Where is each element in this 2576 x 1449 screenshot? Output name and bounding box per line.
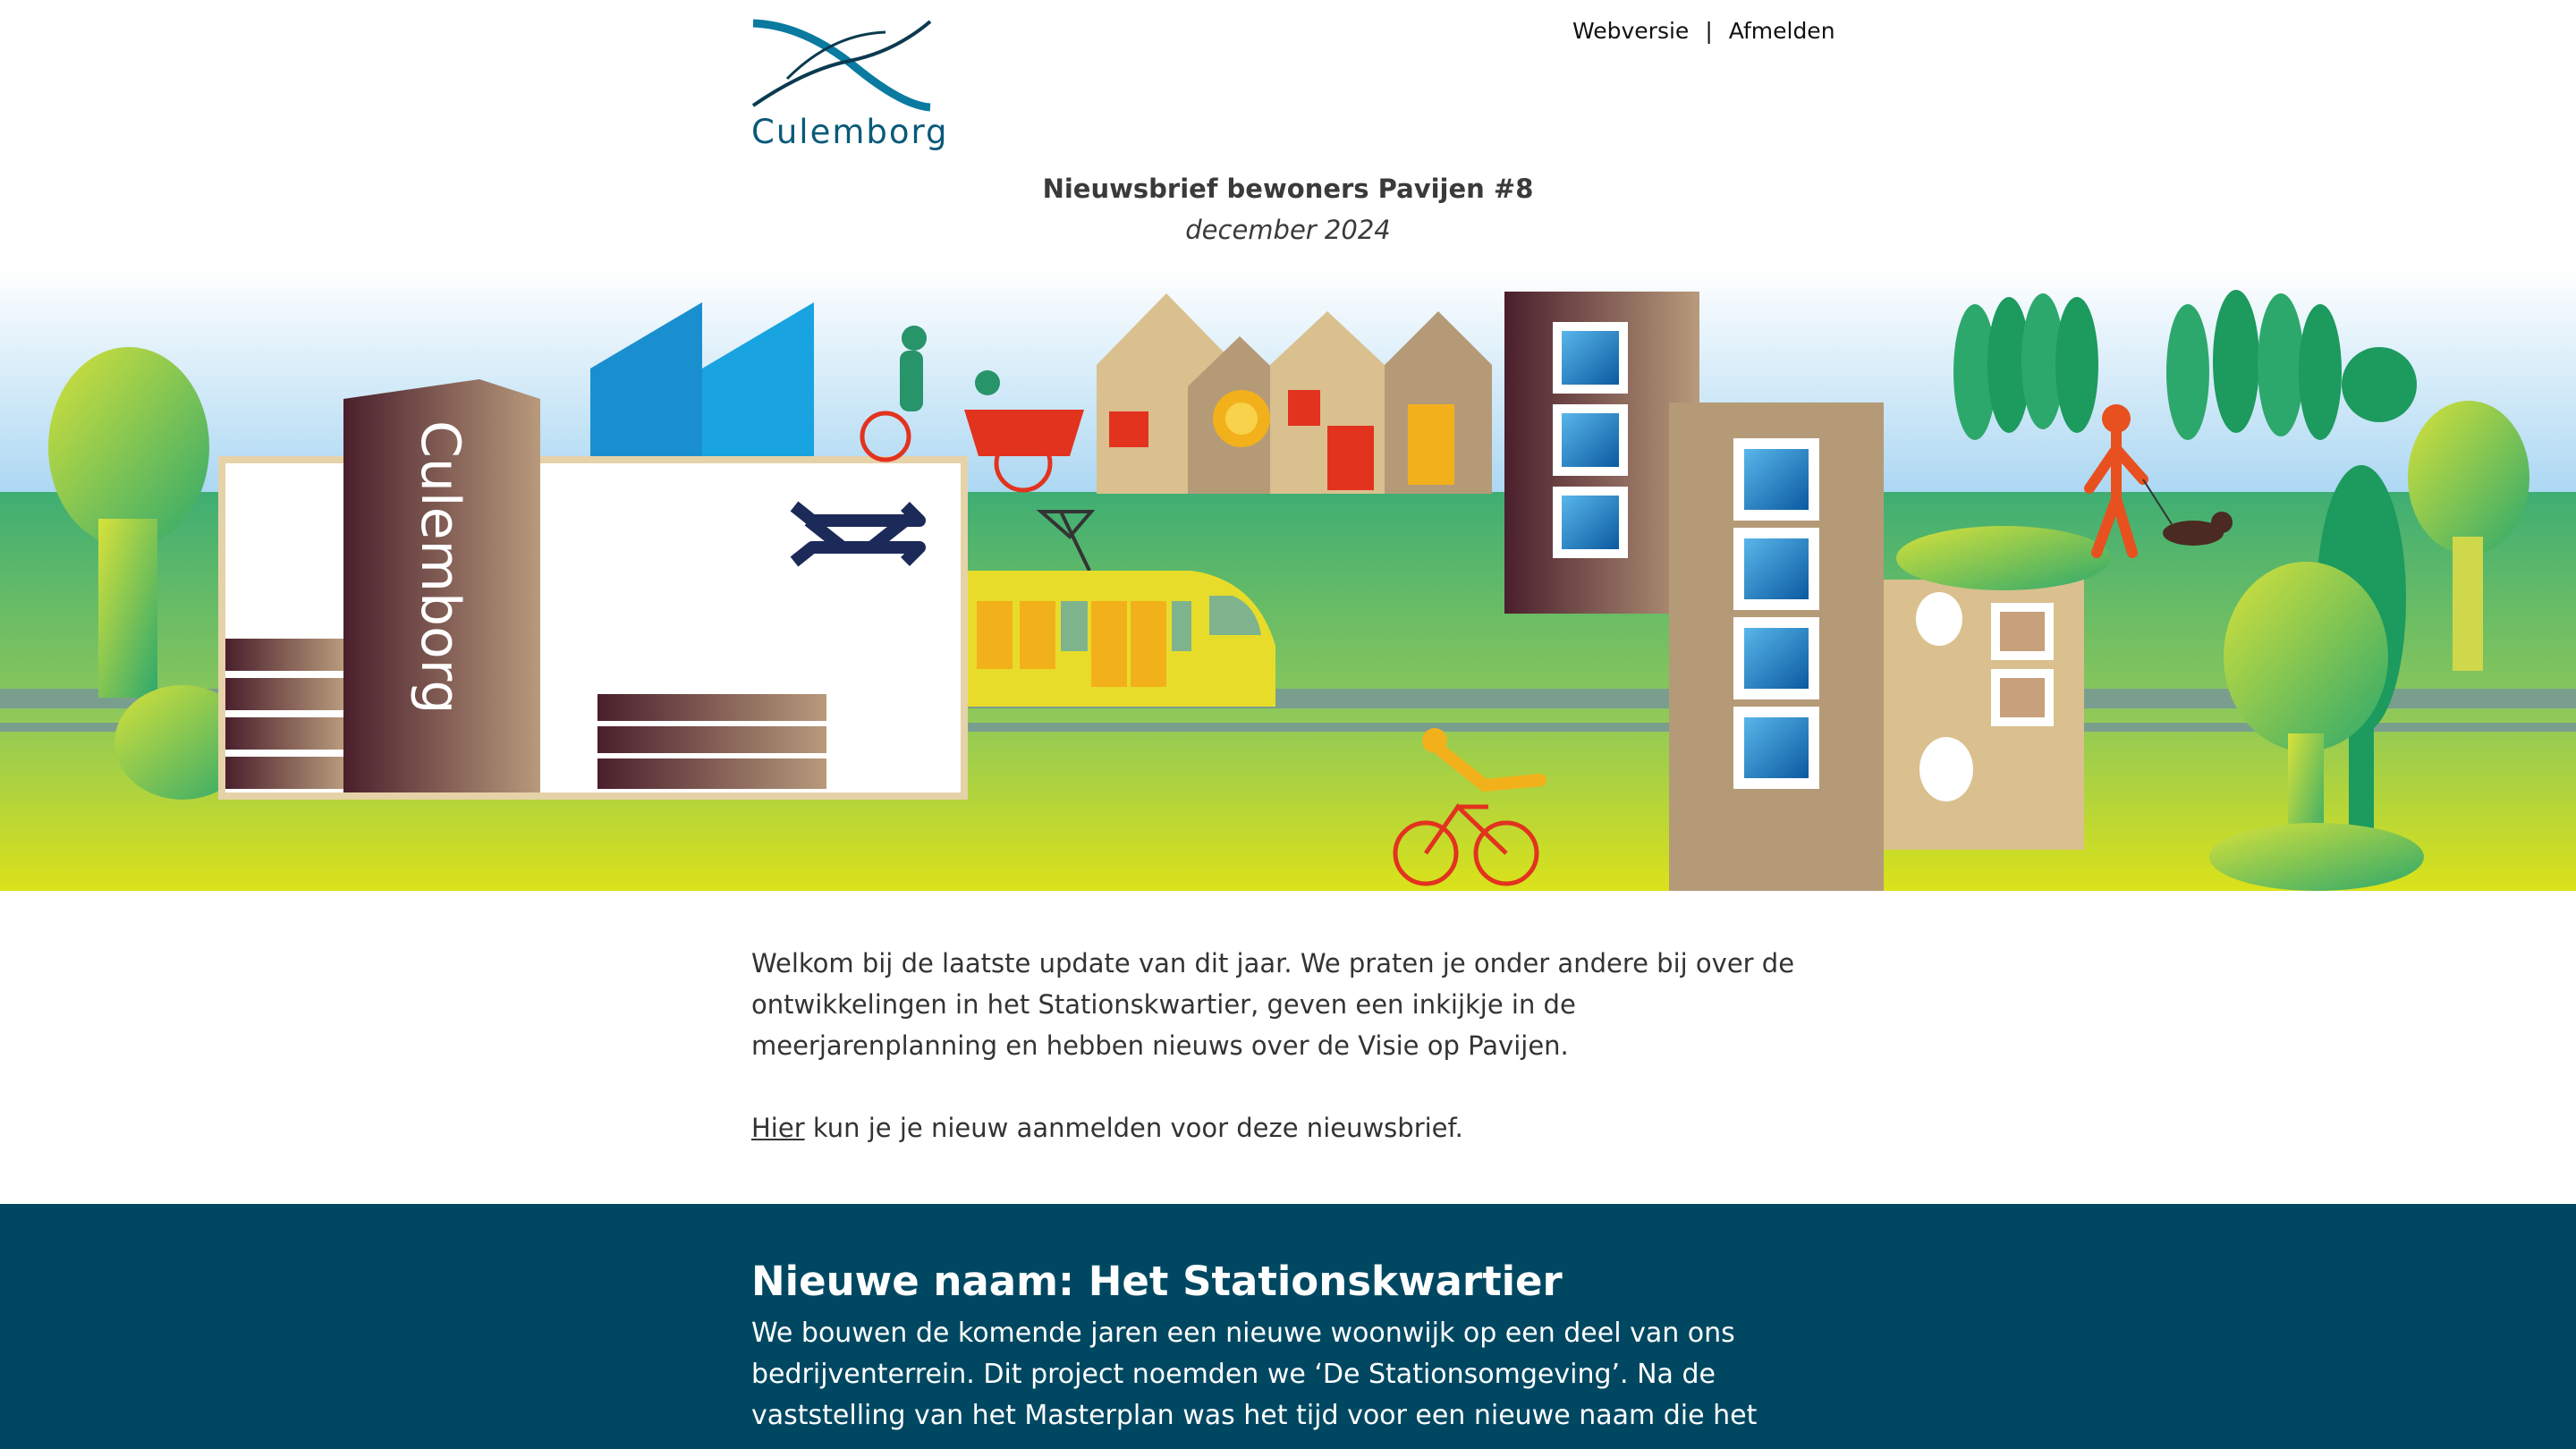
- section-title: Nieuwe naam: Het Stationskwartier: [751, 1258, 1563, 1305]
- afmelden-link[interactable]: Afmelden: [1728, 18, 1835, 44]
- subscribe-text: kun je je nieuw aanmelden voor deze nieuwsbrief.: [804, 1113, 1463, 1143]
- link-separator: |: [1705, 18, 1713, 44]
- station-sign: Culemborg: [409, 420, 471, 715]
- intro-paragraph: Welkom bij de laatste update van dit jaar. We praten je onder andere bij over de ontwikkelingen in het Stationskwartier, geven een inkijkje in de meerjarenplanning en hebben nieuws over de Visie op Pavijen.: [751, 948, 1795, 1061]
- subscribe-link[interactable]: Hier: [751, 1113, 805, 1143]
- logo-wordmark: Culemborg: [751, 113, 949, 151]
- webversie-link[interactable]: Webversie: [1572, 18, 1690, 44]
- subscribe-line: [751, 1107, 1825, 1148]
- top-links: [1572, 18, 1835, 44]
- email-header: [0, 0, 2576, 268]
- hero-illustration: [0, 268, 2576, 891]
- section-body: We bouwen de komende jaren een nieuwe woonwijk op een deel van ons bedrijventerrein. Dit project noemden we ‘De Stationsomgeving’. Na de vaststelling van het Masterplan was het tijd voor een nieuwe naam die het: [751, 1318, 1758, 1431]
- newsletter-title: Nieuwsbrief bewoners Pavijen #8: [1042, 174, 1534, 204]
- intro-text: [751, 943, 1825, 1190]
- stationskwartier-section: [0, 1204, 2576, 1449]
- newsletter-date: december 2024: [1185, 215, 1391, 245]
